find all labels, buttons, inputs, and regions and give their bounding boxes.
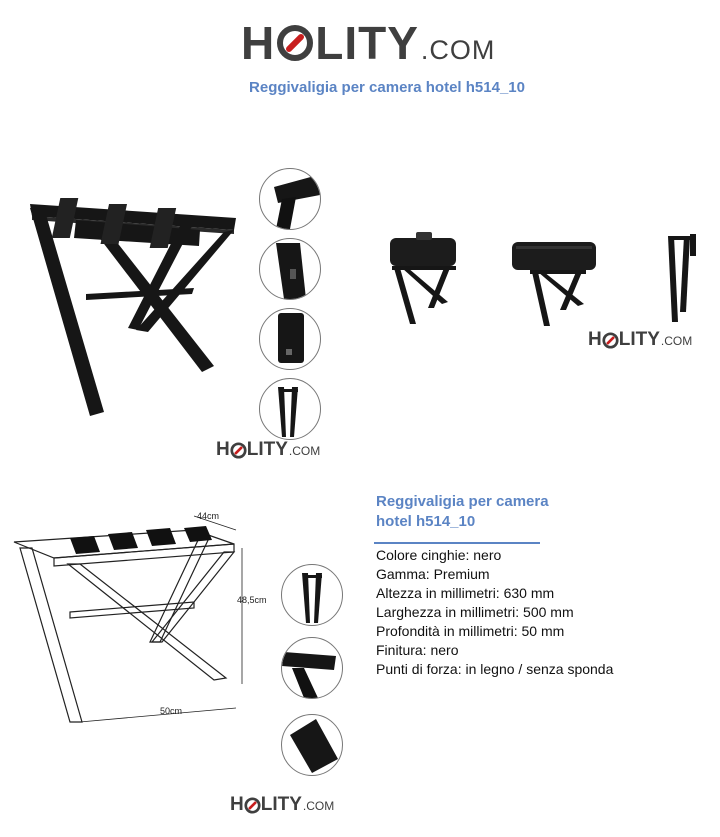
logo-domain: .COM bbox=[660, 334, 693, 348]
spec-item: Finitura: nero bbox=[376, 642, 459, 658]
holity-o-icon bbox=[602, 332, 619, 349]
holity-logo-1[interactable] bbox=[216, 439, 320, 461]
spec-item: Altezza in millimetri: 630 mm bbox=[376, 585, 555, 601]
logo-domain: .COM bbox=[302, 799, 335, 813]
logo-letters-lity: LITY bbox=[315, 17, 419, 69]
dim-depth: 44cm bbox=[197, 511, 220, 521]
spec-list bbox=[376, 546, 613, 679]
spec-item: Gamma: Premium bbox=[376, 566, 490, 582]
holity-o-icon bbox=[230, 442, 247, 459]
logo-domain: .COM bbox=[420, 35, 496, 65]
logo-letter-h: H bbox=[230, 794, 244, 815]
logo-domain: .COM bbox=[288, 444, 321, 458]
spec-title bbox=[376, 492, 616, 532]
dim-width: 50cm bbox=[160, 706, 183, 716]
logo-letter-h: H bbox=[588, 329, 602, 350]
product-subtitle: Reggivaligia per camera hotel h514_10 bbox=[249, 79, 525, 96]
spec-title-line1: Reggivaligia per camera bbox=[376, 493, 549, 510]
detail-circle-foot bbox=[259, 308, 321, 370]
detail-circle-leg-end bbox=[259, 238, 321, 300]
detail-circle-strap bbox=[259, 168, 321, 230]
holity-logo-2[interactable] bbox=[588, 329, 692, 351]
suitcase-on-rack-photo-1 bbox=[388, 232, 460, 324]
folded-rack-photo bbox=[664, 232, 704, 324]
spec-item: Larghezza in millimetri: 500 mm bbox=[376, 604, 574, 620]
spec-title-line2: hotel h514_10 bbox=[376, 513, 476, 530]
suitcase-on-rack-photo-2 bbox=[510, 238, 600, 326]
holity-o-icon bbox=[244, 797, 261, 814]
logo-letters-lity: LITY bbox=[618, 329, 660, 350]
logo-letters-lity: LITY bbox=[260, 794, 302, 815]
spec-item: Colore cinghie: nero bbox=[376, 547, 502, 563]
logo-letter-h: H bbox=[241, 17, 276, 69]
spec-item: Punti di forza: in legno / senza sponda bbox=[376, 661, 614, 677]
detail-circle-folded-2 bbox=[281, 564, 343, 626]
spec-item: Profondità in millimetri: 50 mm bbox=[376, 623, 565, 639]
logo-letter-h: H bbox=[216, 439, 230, 460]
detail-circle-strap-2 bbox=[281, 637, 343, 699]
holity-logo-3[interactable] bbox=[230, 794, 334, 816]
detail-circle-folded bbox=[259, 378, 321, 440]
detail-circle-leg-end-2 bbox=[281, 714, 343, 776]
luggage-rack-photo bbox=[24, 190, 244, 420]
logo-letters-lity: LITY bbox=[246, 439, 288, 460]
dim-height: 48,5cm bbox=[237, 595, 267, 605]
holity-o-icon bbox=[276, 24, 314, 62]
dimension-drawing bbox=[10, 508, 250, 730]
spec-divider bbox=[374, 542, 540, 544]
holity-logo-main[interactable] bbox=[241, 16, 495, 70]
